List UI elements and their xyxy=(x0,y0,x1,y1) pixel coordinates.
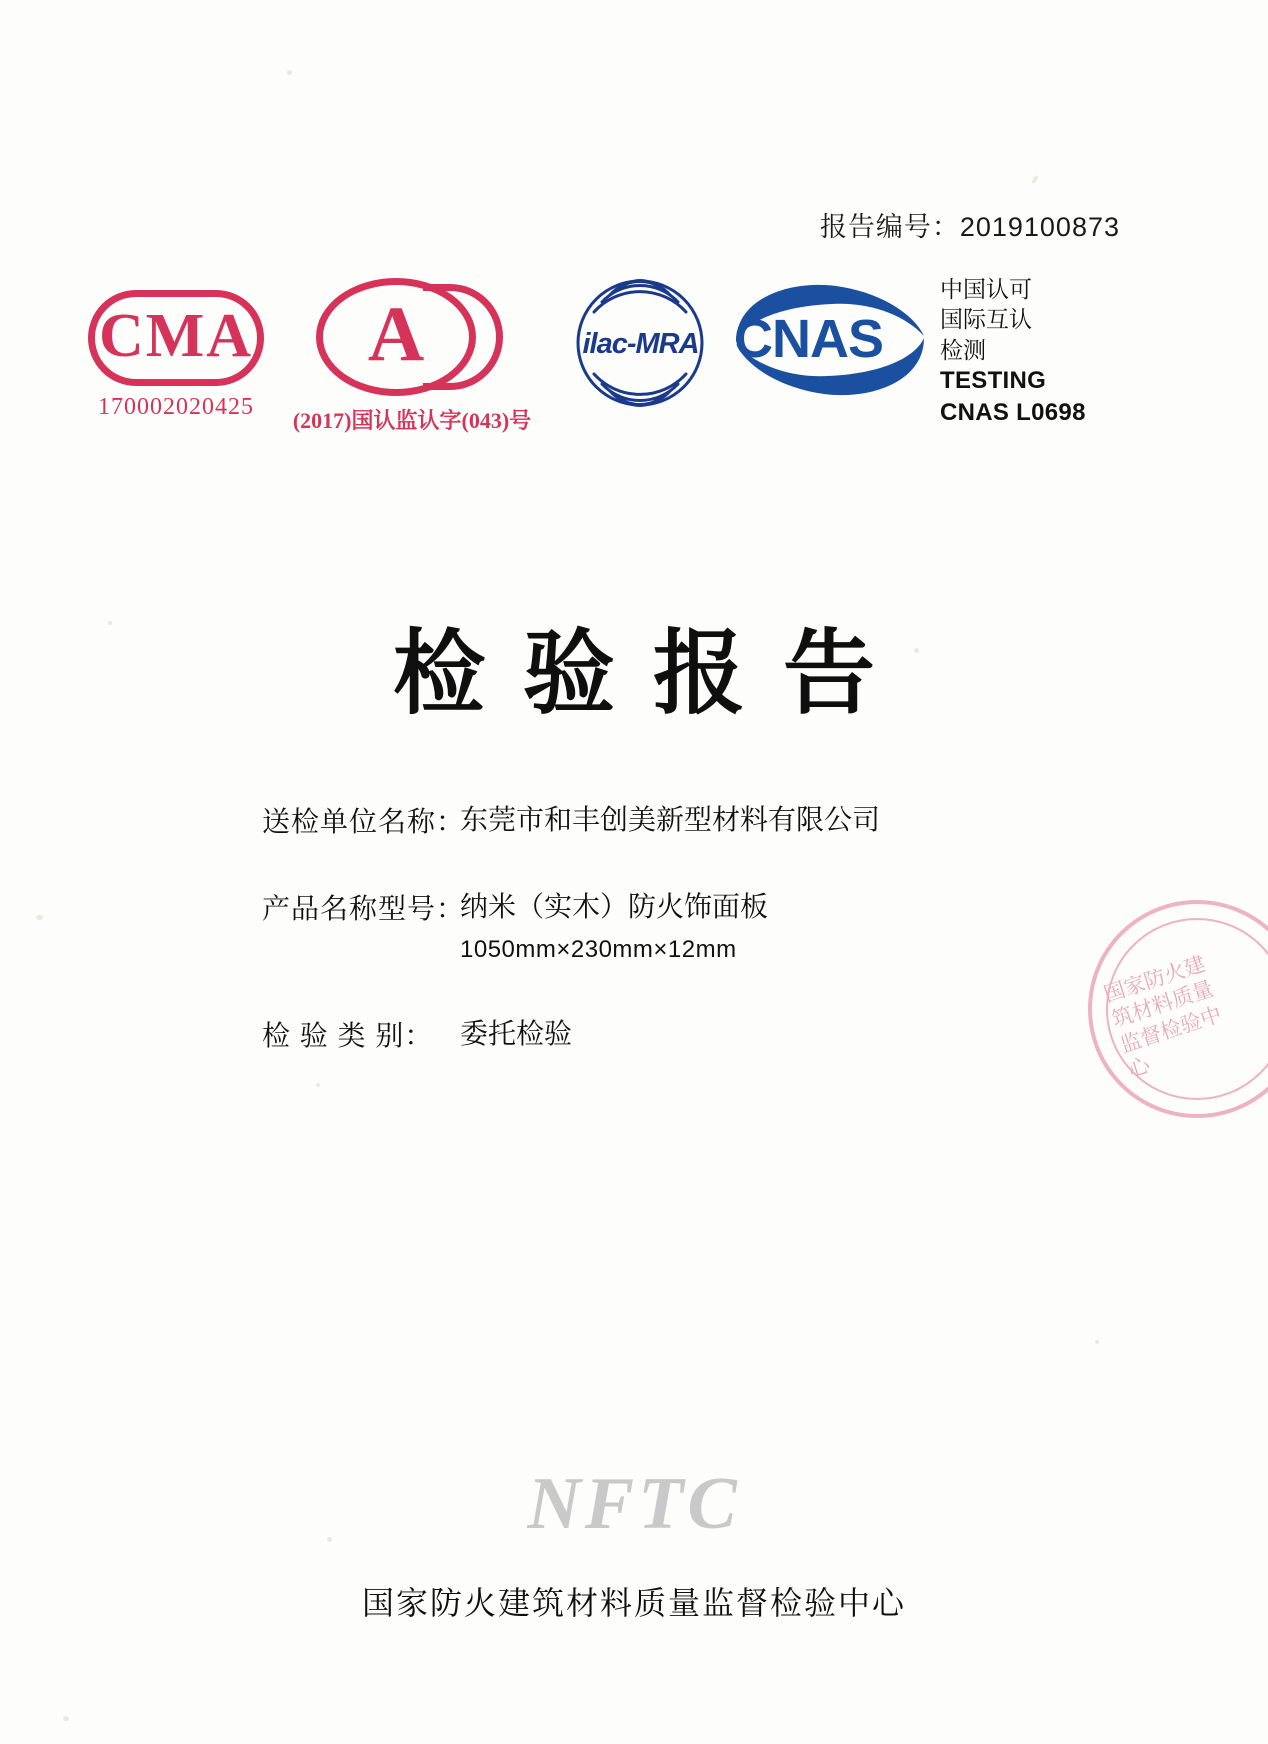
field-label-company: 送检单位名称： xyxy=(262,806,466,837)
report-fields xyxy=(262,800,1022,1101)
ilac-mra-letters: ilac-MRA xyxy=(582,328,699,360)
field-value-product-dimensions: 1050mm×230mm×12mm xyxy=(460,936,737,964)
field-row-category xyxy=(262,1014,1022,1055)
cnas-icon xyxy=(728,280,928,400)
paper-speck xyxy=(63,1716,69,1721)
accreditation-logo-row xyxy=(88,268,1088,443)
cma-icon xyxy=(88,290,268,420)
cnas-line-4: TESTING xyxy=(940,367,1047,395)
cnas-line-2: 国际互认 xyxy=(940,306,1032,333)
cnas-line-1: 中国认可 xyxy=(940,276,1032,302)
official-stamp xyxy=(1088,900,1268,1118)
cal-icon xyxy=(292,278,532,433)
cal-code: (2017)国认监认字(043)号 xyxy=(292,408,532,433)
field-row-product xyxy=(262,887,1022,968)
paper-speck xyxy=(287,70,292,75)
paper-speck xyxy=(1031,175,1039,185)
paper-speck xyxy=(1095,1340,1099,1344)
page-title: 检验报告 xyxy=(392,620,913,727)
official-stamp-text: 国家防火建筑材料质量监督检验中心 xyxy=(1101,951,1225,1082)
footer-organization: 国家防火建筑材料质量监督检验中心 xyxy=(361,1584,906,1622)
field-value-category: 委托检验 xyxy=(460,1017,573,1049)
report-number xyxy=(820,205,1120,244)
field-value-company: 东莞市和丰创美新型材料有限公司 xyxy=(460,804,881,835)
field-row-company xyxy=(262,800,1022,841)
cnas-line-5: CNAS L0698 xyxy=(940,398,1086,426)
field-value-product-name: 纳米（实木）防火饰面板 xyxy=(460,890,769,922)
report-number-value: 2019100873 xyxy=(959,212,1120,242)
cnas-accreditation-text xyxy=(940,274,1086,428)
cma-code: 170002020425 xyxy=(98,394,254,420)
field-label-category: 检 验 类 别： xyxy=(262,1019,434,1051)
paper-speck xyxy=(36,915,43,920)
cma-letters: CMA xyxy=(98,302,254,370)
cal-letters: A xyxy=(367,290,425,377)
ilac-mra-icon xyxy=(558,276,723,411)
nftc-logo-text: NFTC xyxy=(527,1463,741,1545)
field-value-product xyxy=(460,887,768,968)
cnas-letters: CNAS xyxy=(734,309,884,369)
field-label-product: 产品名称型号： xyxy=(262,892,466,924)
cnas-line-3: 检测 xyxy=(940,336,986,363)
report-number-label: 报告编号： xyxy=(819,212,960,242)
